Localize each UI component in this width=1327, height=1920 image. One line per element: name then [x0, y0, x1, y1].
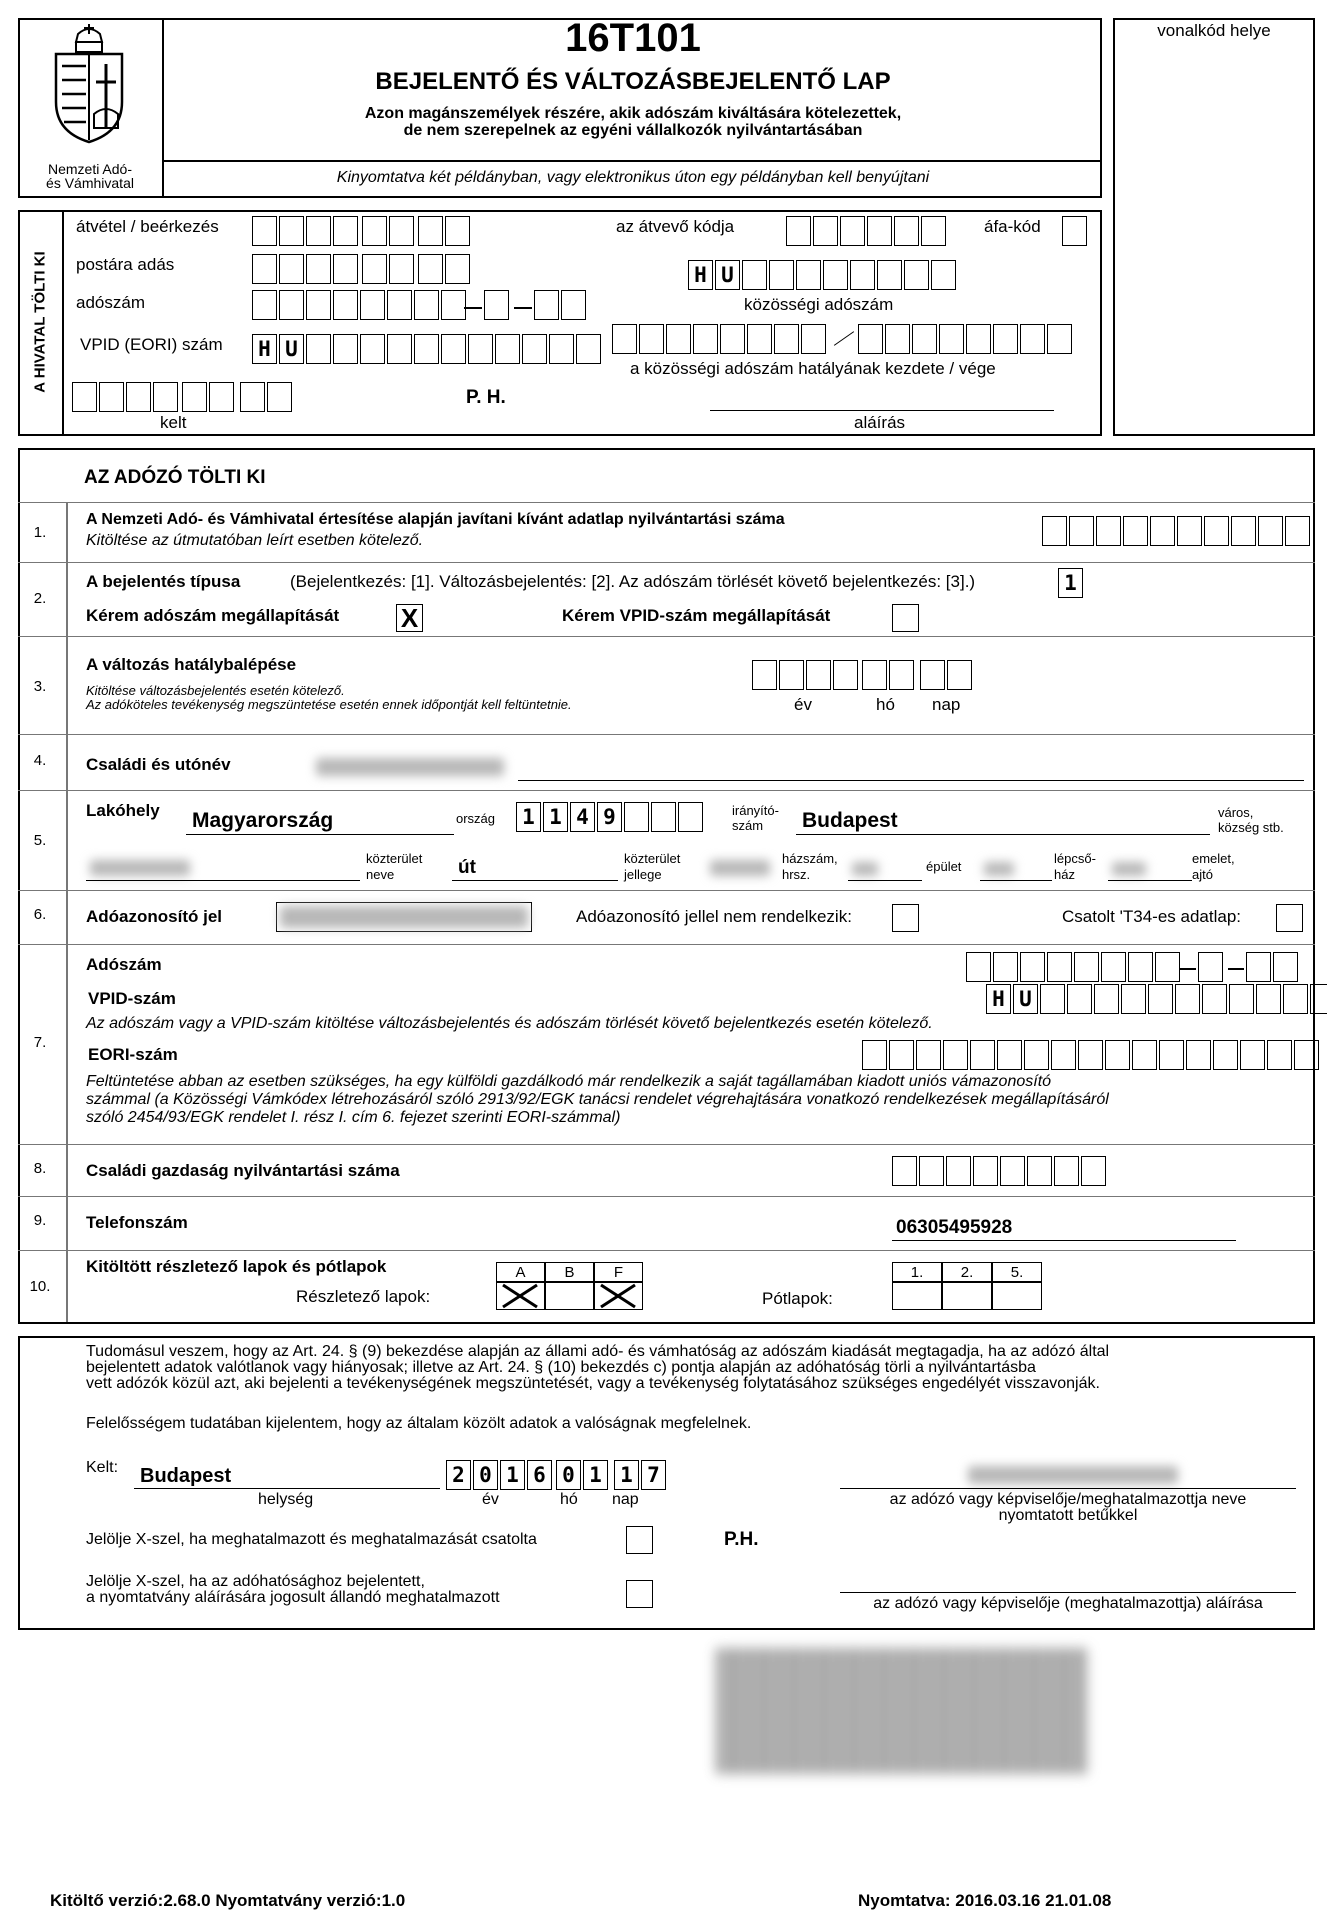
row7-eori-cells[interactable] — [862, 1040, 1319, 1070]
name-line — [518, 780, 1304, 781]
row-separator — [18, 1144, 1315, 1145]
row2-type-value: 1 — [1058, 568, 1083, 598]
date-digit: 2 — [446, 1460, 471, 1490]
office-side-label: A HIVATAL TÖLTI KI — [31, 251, 49, 393]
row-separator — [18, 502, 1315, 503]
request-vpid-checkbox[interactable] — [892, 604, 919, 632]
declaration-text-3: vett adózók közül azt, aki bejelenti a tevékenységének megszüntetését, vagy a tevékenység folytatásához szükséges engedélyét visszavonják. — [86, 1375, 1100, 1392]
authorized-mark-label: Jelölje X-szel, ha meghatalmazott és meghatalmazását csatolta — [86, 1531, 537, 1548]
x-mark-icon — [497, 1283, 543, 1309]
vat-code-cell[interactable] — [1062, 216, 1087, 246]
post-month-cells[interactable] — [362, 254, 414, 284]
date-digit: 7 — [641, 1460, 666, 1490]
row7-vpid-cells[interactable] — [986, 984, 1327, 1014]
eori-note-1: Feltüntetése abban az esetben szükséges, ha egy külföldi gazdálkodó már rendelkezik a saját tagállamában kiadott uniós vámazonosító — [86, 1073, 1052, 1090]
supp-count-2[interactable] — [942, 1282, 992, 1310]
permanent-rep-checkbox[interactable] — [626, 1580, 653, 1608]
receipt-year-cells[interactable] — [252, 216, 358, 246]
zip-label-1: irányító- — [732, 803, 779, 818]
permanent-rep-label-2: a nyomtatvány aláírására jogosult állandó meghatalmazott — [86, 1589, 500, 1606]
detail-sheets-label: Részletező lapok: — [296, 1287, 431, 1306]
eori-note-3: szóló 2454/93/EGK rendelet I. rész I. cím 6. fejezet szerinti EORI-számmal) — [86, 1109, 621, 1126]
form-subtitle-1: Azon magánszemélyek részére, akik adószám kiváltására kötelezettek, — [364, 105, 902, 122]
country-line — [186, 834, 454, 835]
post-year-cells[interactable] — [252, 254, 358, 284]
date-label: kelt — [160, 413, 187, 432]
redacted-house-number — [710, 860, 770, 876]
floor-label-1: emelet, — [1192, 851, 1235, 866]
eu-validity-end-cells[interactable] — [858, 324, 1072, 354]
footer-printed: Nyomtatva: 2016.03.16 21.01.08 — [858, 1891, 1112, 1910]
eu-tax-number-label: közösségi adószám — [744, 295, 894, 314]
stair-line — [980, 880, 1052, 881]
agency-name-2: és Vámhivatal — [46, 175, 134, 191]
row3-year-label: év — [794, 695, 812, 714]
row3-note-2: Az adóköteles tevékenység megszüntetése esetén ennek időpontját kell feltüntetnie. — [86, 697, 572, 712]
supp-count-5[interactable] — [992, 1282, 1042, 1310]
declaration-year-cells[interactable] — [446, 1460, 552, 1490]
number-column-divider — [66, 502, 68, 1322]
row3-month-label: hó — [876, 695, 895, 714]
row-number: 3. — [33, 678, 47, 695]
request-vpid-label: Kérem VPID-szám megállapítását — [562, 606, 831, 625]
row7-vpid-label: VPID-szám — [88, 989, 176, 1008]
row8-title: Családi gazdaság nyilvántartási száma — [86, 1161, 400, 1180]
redacted-printed-name — [968, 1466, 1178, 1484]
vpid-label: VPID (EORI) szám — [80, 335, 223, 354]
row-number: 2. — [33, 590, 47, 607]
row-separator — [18, 636, 1315, 637]
street-label-2: neve — [366, 867, 395, 882]
zip-cells[interactable] — [516, 802, 703, 832]
city-label-2: község stb. — [1218, 820, 1284, 835]
date-digit: 1 — [500, 1460, 525, 1490]
printed-name-line — [840, 1488, 1296, 1489]
street-type-label-2: jellege — [624, 867, 662, 882]
floor-line — [1108, 880, 1192, 881]
form-subtitle-2: de nem szerepelnek az egyéni vállalkozók nyilvántartásában — [403, 122, 863, 139]
print-note: Kinyomtatva két példányban, vagy elektronikus úton egy példányban kell benyújtani — [336, 169, 930, 186]
declaration-signature-line — [840, 1592, 1296, 1593]
city-label-1: város, — [1218, 805, 1254, 820]
row2-options: (Bejelentkezés: [1]. Változásbejelentés: [2]. Az adószám törlését követő bejelentkezés: [3].) — [290, 572, 976, 591]
row10-title: Kitöltött részletező lapok és pótlapok — [86, 1257, 387, 1276]
dash — [514, 307, 532, 309]
row3-year-cells[interactable] — [752, 660, 858, 690]
eori-note-2: számmal (a Közösségi Vámkódex létrehozásáról szóló 2913/92/EGK tanácsi rendelet végrehajtására vonatkozó rendelkezések megállapításáról — [86, 1091, 1109, 1108]
date-digit: 1 — [583, 1460, 608, 1490]
place-value: Budapest — [140, 1465, 232, 1487]
building-line — [848, 880, 922, 881]
stair-label-1: lépcső- — [1054, 851, 1096, 866]
row-number: 5. — [33, 832, 47, 849]
declaration-statement: Felelősségem tudatában kijelentem, hogy az általam közölt adatok a valóságnak megfelelnek. — [86, 1415, 752, 1432]
barcode-label: vonalkód helye — [1157, 21, 1271, 40]
row7-eori-label: EORI-szám — [88, 1045, 178, 1064]
permanent-rep-label-1: Jelölje X-szel, ha az adóhatósághoz bejelentett, — [86, 1573, 425, 1590]
row-separator — [18, 1250, 1315, 1251]
office-tax-number-cells[interactable] — [252, 290, 466, 320]
street-label-1: közterület — [366, 851, 423, 866]
request-tax-label: Kérem adószám megállapítását — [86, 606, 340, 625]
row1-note: Kitöltése az útmutatóban leírt esetben kötelező. — [86, 532, 424, 549]
eu-prefix-h: H — [688, 260, 713, 290]
taxpayer-heading: AZ ADÓZÓ TÖLTI KI — [84, 467, 266, 488]
signature-label: aláírás — [854, 413, 906, 432]
printed-name-label-1: az adózó vagy képviselője/meghatalmazottja neve — [889, 1491, 1247, 1508]
country-value: Magyarország — [192, 809, 334, 832]
row4-title: Családi és utónév — [86, 755, 231, 774]
declaration-signature-label: az adózó vagy képviselője (meghatalmazottja) aláírása — [873, 1595, 1263, 1612]
row-number: 6. — [33, 906, 47, 923]
row3-note-1: Kitöltése változásbejelentés esetén kötelező. — [86, 683, 345, 698]
row-separator — [18, 790, 1315, 791]
office-side-divider — [62, 210, 64, 436]
row7-note: Az adószám vagy a VPID-szám kitöltése változásbejelentés és adószám törlését követő bejelentkezés esetén kötelező. — [86, 1015, 933, 1032]
row3-day-cells[interactable] — [920, 660, 972, 690]
footer-version: Kitöltő verzió:2.68.0 Nyomtatvány verzió:1.0 — [50, 1891, 406, 1910]
place-label: helység — [258, 1491, 314, 1508]
request-tax-checkbox[interactable]: X — [396, 604, 423, 632]
eu-validity-start-cells[interactable] — [612, 324, 826, 354]
street-type-line — [452, 880, 618, 881]
signature-line — [710, 410, 1054, 411]
eu-validity-label: a közösségi adószám hatályának kezdete / vége — [630, 359, 996, 378]
row3-title: A változás hatálybalépése — [86, 655, 297, 674]
row7-tax-vat-cell[interactable] — [1198, 952, 1223, 982]
dash — [464, 307, 482, 309]
post-day-cells[interactable] — [418, 254, 470, 284]
vpid-cells[interactable] — [252, 334, 601, 364]
zip-label-2: szám — [732, 818, 764, 833]
row1-registry-cells[interactable] — [1042, 516, 1310, 546]
office-ph: P. H. — [466, 387, 506, 408]
row-number: 10. — [29, 1278, 51, 1295]
eu-prefix-u: U — [715, 260, 740, 290]
row5-title: Lakóhely — [86, 801, 160, 820]
supp-col-5: 5. — [992, 1262, 1042, 1282]
row-number: 1. — [33, 524, 47, 541]
row7-tax-county-cells[interactable] — [1246, 952, 1298, 982]
supplement-sheets-label: Pótlapok: — [762, 1289, 833, 1308]
date-digit: 0 — [556, 1460, 581, 1490]
detail-col-f: F — [594, 1262, 643, 1282]
detail-col-b: B — [545, 1262, 594, 1282]
redacted-floor — [1112, 862, 1146, 876]
row-separator — [18, 1196, 1315, 1197]
phone-value: 06305495928 — [896, 1217, 1013, 1238]
office-tax-number-vat-cell[interactable] — [484, 290, 509, 320]
row7-tax-label: Adószám — [86, 955, 162, 974]
row2-title: A bejelentés típusa — [86, 572, 241, 591]
form-code: 16T101 — [565, 16, 701, 60]
floor-label-2: ajtó — [1192, 867, 1213, 882]
date-year-cells[interactable] — [72, 382, 178, 412]
barcode-box — [1113, 18, 1315, 436]
redacted-street — [90, 860, 190, 876]
city-line — [796, 834, 1210, 835]
row-separator — [18, 944, 1315, 945]
printed-name-label-2: nyomtatott betűkkel — [998, 1507, 1138, 1524]
city-value: Budapest — [802, 809, 898, 832]
row9-title: Telefonszám — [86, 1213, 188, 1232]
declaration-year-label: év — [482, 1491, 499, 1508]
no-tax-id-label: Adóazonosító jellel nem rendelkezik: — [576, 907, 852, 926]
row-number: 4. — [33, 752, 47, 769]
office-tax-number-label: adószám — [76, 293, 145, 312]
zip-digit: 9 — [597, 802, 622, 832]
place-line — [134, 1488, 440, 1489]
detail-sheet-b-checkbox[interactable] — [545, 1282, 594, 1310]
declaration-text-1: Tudomásul veszem, hogy az Art. 24. § (9) bekezdése alapján az állami adó- és vámhatóság az adószám kiadását megtagadja, ha az adózó által — [86, 1343, 1110, 1360]
header-rule — [162, 160, 1102, 162]
row7-tax-number-cells[interactable] — [966, 952, 1180, 982]
redacted-name — [316, 758, 504, 776]
date-digit: 6 — [527, 1460, 552, 1490]
row3-day-label: nap — [932, 695, 961, 714]
row8-farm-cells[interactable] — [892, 1156, 1106, 1186]
redacted-tax-id — [280, 906, 528, 928]
supp-col-2: 2. — [942, 1262, 992, 1282]
eu-tax-number-cells[interactable] — [688, 260, 956, 290]
declaration-month-label: hó — [560, 1491, 578, 1508]
supp-col-1: 1. — [892, 1262, 942, 1282]
house-label-2: hrsz. — [782, 867, 811, 882]
vat-code-label: áfa-kód — [984, 217, 1041, 236]
row3-month-cells[interactable] — [862, 660, 914, 690]
zip-digit: 4 — [570, 802, 595, 832]
date-digit: 0 — [473, 1460, 498, 1490]
office-tax-number-county-cells[interactable] — [534, 290, 586, 320]
receiver-code-label: az átvevő kódja — [616, 217, 735, 236]
date-month-cells[interactable] — [182, 382, 234, 412]
declaration-month-cells[interactable] — [556, 1460, 608, 1490]
declaration-day-cells[interactable] — [614, 1460, 666, 1490]
receipt-month-cells[interactable] — [362, 216, 414, 246]
row-separator — [18, 890, 1315, 891]
detail-col-a: A — [496, 1262, 545, 1282]
attached-t34-label: Csatolt 'T34-es adatlap: — [1062, 907, 1242, 926]
receipt-day-cells[interactable] — [418, 216, 470, 246]
detail-sheet-f-checkbox[interactable] — [594, 1282, 643, 1310]
dash — [1180, 968, 1196, 970]
attached-t34-checkbox[interactable] — [1276, 904, 1303, 932]
date-digit: 1 — [614, 1460, 639, 1490]
row-separator — [18, 562, 1315, 563]
row2-type-cell[interactable] — [1058, 568, 1083, 598]
agency-name-1: Nemzeti Adó- — [47, 161, 133, 177]
redacted-stair — [984, 862, 1014, 876]
form-title: BEJELENTŐ ÉS VÁLTOZÁSBEJELENTŐ LAP — [375, 68, 891, 95]
row-number: 9. — [33, 1212, 47, 1229]
row-number: 8. — [33, 1160, 47, 1177]
street-type-label-1: közterület — [624, 851, 681, 866]
no-tax-id-checkbox[interactable] — [892, 904, 919, 932]
row6-title: Adóazonosító jel — [86, 907, 222, 926]
row-separator — [18, 734, 1315, 735]
stair-label-2: ház — [1054, 867, 1075, 882]
coat-of-arms-icon — [50, 24, 128, 154]
street-type-value: út — [458, 857, 476, 878]
date-day-cells[interactable] — [240, 382, 292, 412]
kelt-label: Kelt: — [86, 1459, 119, 1476]
redacted-building — [852, 862, 878, 876]
row1-title: A Nemzeti Adó- és Vámhivatal értesítése alapján javítani kívánt adatlap nyilvántartási száma — [86, 511, 785, 528]
dash — [1228, 968, 1244, 970]
receipt-label: átvétel / beérkezés — [76, 217, 219, 236]
post-label: postára adás — [76, 255, 175, 274]
declaration-ph: P.H. — [724, 1529, 759, 1550]
supplement-sheets-grid — [892, 1262, 1042, 1312]
vpid-prefix-h: H — [252, 334, 277, 364]
vpid-prefix-u: U — [279, 334, 304, 364]
country-label: ország — [456, 811, 496, 826]
building-label: épület — [926, 859, 962, 874]
row-number: 7. — [33, 1034, 47, 1051]
x-mark-icon — [595, 1283, 641, 1309]
declaration-text-2: bejelentett adatok valótlanok vagy hiányosak; illetve az Art. 24. § (10) bekezdés c) pontja alapján az adóhatóság törli a nyilvántartásba — [86, 1359, 1036, 1376]
zip-digit: 1 — [516, 802, 541, 832]
house-label-1: házszám, — [782, 851, 838, 866]
street-line — [86, 880, 360, 881]
authorized-attached-checkbox[interactable] — [626, 1526, 653, 1554]
declaration-day-label: nap — [612, 1491, 639, 1508]
zip-digit: 1 — [543, 802, 568, 832]
supp-count-1[interactable] — [892, 1282, 942, 1310]
detail-sheet-a-checkbox[interactable] — [496, 1282, 545, 1310]
detail-sheets-grid — [496, 1262, 644, 1312]
vpid-prefix-h: H — [986, 984, 1011, 1014]
receiver-code-cells[interactable] — [786, 216, 946, 246]
vpid-prefix-u: U — [1013, 984, 1038, 1014]
phone-line — [892, 1240, 1236, 1241]
redacted-stamp — [716, 1648, 1088, 1774]
